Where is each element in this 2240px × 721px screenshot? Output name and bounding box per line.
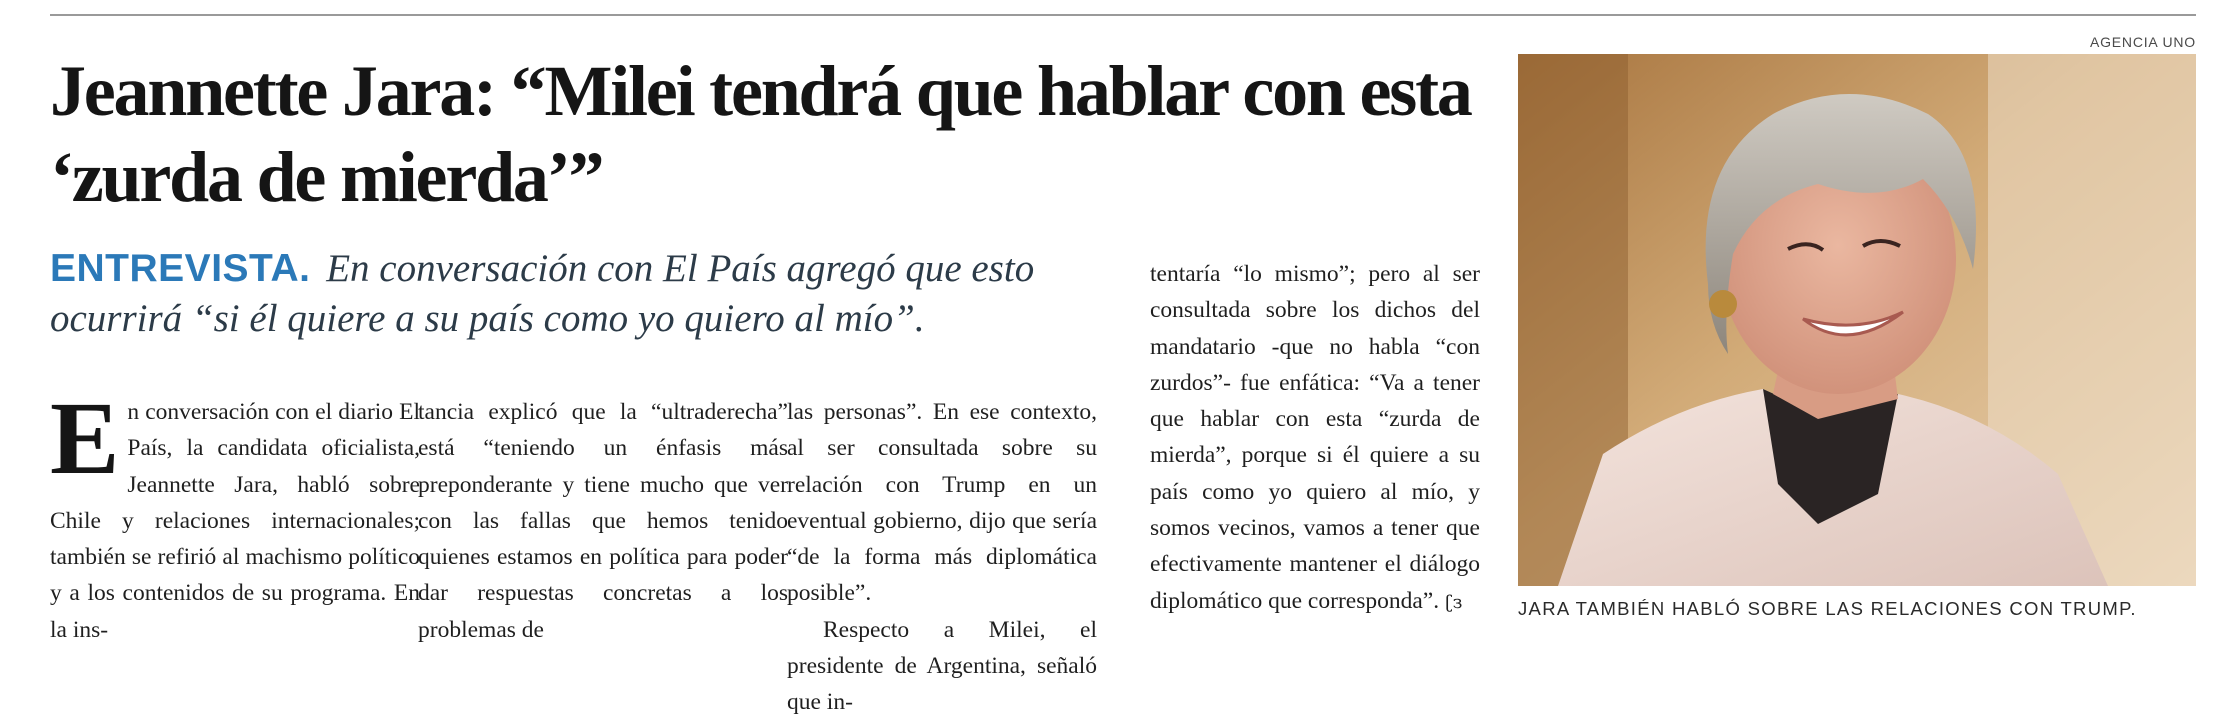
body-text-col1: n conversación con el diario El País, la candidata oficialista, Jeannette Jara, habló sobre Chile y relaciones internacionales; también se refirió al machismo político y a los contenidos de su programa. En la ins- [50,399,420,643]
body-column-2 [418,394,788,648]
body-text-col3-p2: Respecto a Milei, el presidente de Argentina, señaló que in- [787,616,1097,716]
deck-kicker: ENTREVISTA. [50,247,311,290]
body-text-col4: tentaría “lo mismo”; pero al ser consultada sobre los dichos del mandatario -que no habla “con zurdos”- fue enfática: “Va a tener que hablar con esta “zurda de mierda”, porque si él quiere a su país como yo quiero al mío, y somos vecinos, vamos a tener que efectivamente mantener el diálogo diplomático que corresponda”. [1150,261,1480,614]
photo-credit: AGENCIA UNO [2089,34,2196,50]
headline: Jeannette Jara: “Milei tendrá que hablar con esta ‘zurda de mierda’” [50,51,1471,217]
photo-caption: JARA TAMBIÉN HABLÓ SOBRE LAS RELACIONES CON TRUMP. [1518,598,2137,619]
body-column-1 [50,381,420,648]
drop-cap: E [50,381,120,496]
end-mark-icon: ʗз [1445,591,1463,613]
deck [50,244,1150,344]
body-column-3 [787,394,1097,721]
deck-text: En conversación con El País agregó que esto ocurrirá “si él quiere a su país como yo quiero al mío”. [50,247,1035,340]
body-column-4 [1150,256,1480,621]
portrait-photo [1518,54,2196,586]
body-text-col3-p1: las personas”. En ese contexto, al ser consultada sobre su relación con Trump en un eventual gobierno, dijo que sería “de la forma más diplomática posible”. [787,399,1097,607]
body-text-col2: tancia explicó que la “ultraderecha” está “teniendo un énfasis más preponderante y tiene mucho que ver con las fallas que hemos tenido quienes estamos en política para poder dar respuestas concretas a los problemas de [418,399,788,643]
top-rule [50,14,2196,16]
